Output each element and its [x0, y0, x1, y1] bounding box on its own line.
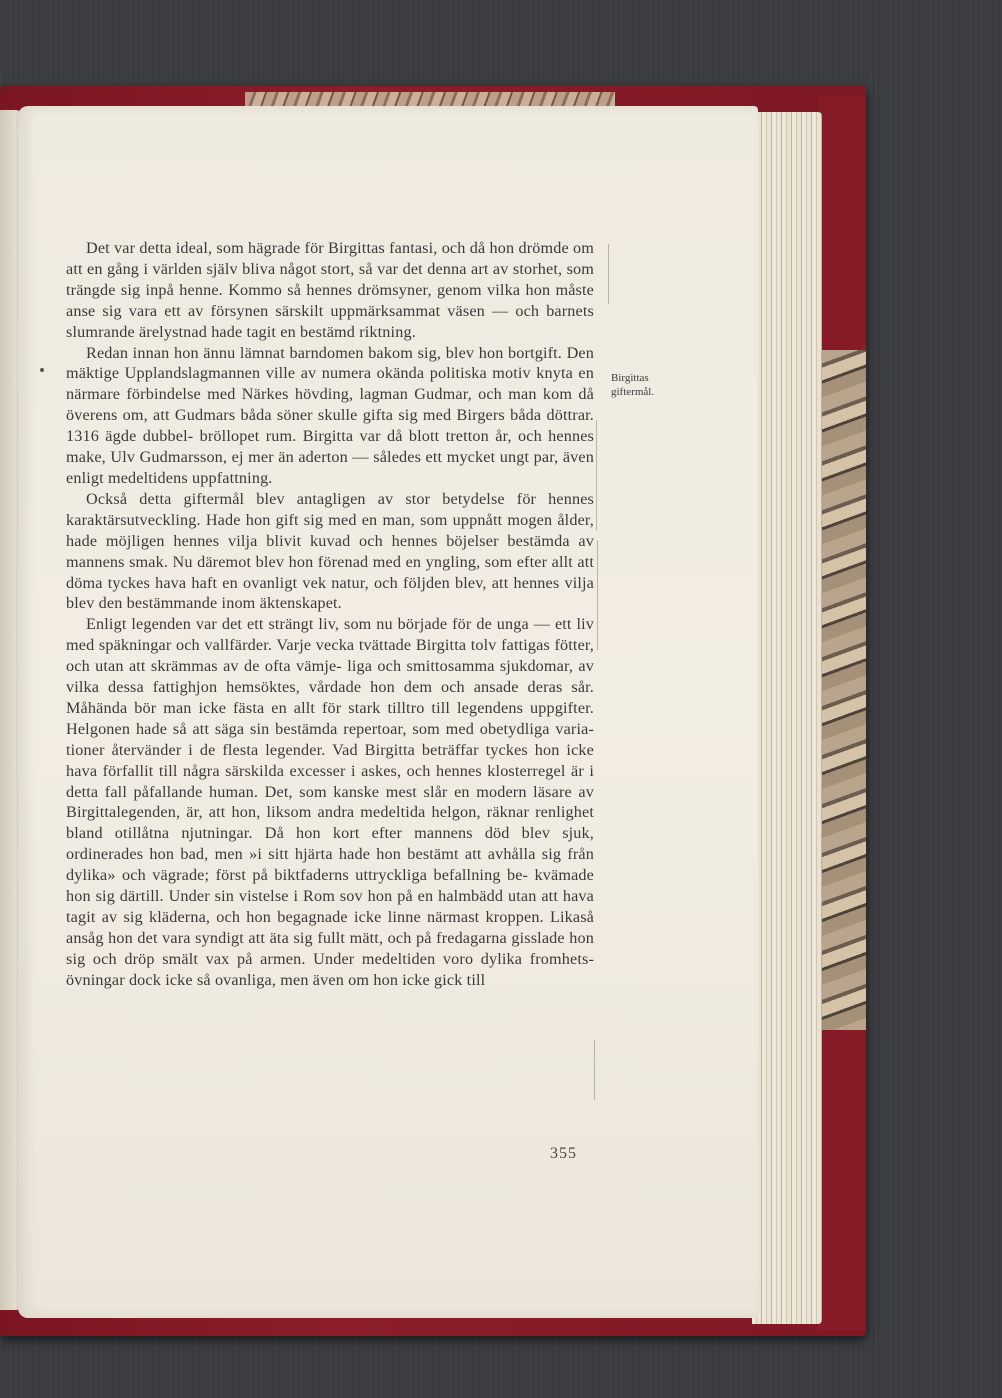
text-line: med en yngling, som efter allt att döma tyckes hava haft en ovanligt	[66, 552, 594, 592]
pencil-margin-line	[608, 244, 609, 304]
text-line: slumrande ärelystnad hade tagit en bestämd riktning.	[66, 322, 416, 341]
text-line: tioner återvänder i de flesta legender. Vad Birgitta beträffar tyckes	[66, 740, 535, 759]
text-line: bortgift. Den mäktige Upplandslagmannen ville av numera okända	[66, 343, 594, 383]
pencil-margin-line	[596, 420, 597, 530]
paragraph-4	[66, 614, 594, 990]
margin-note-line: Birgittas	[611, 372, 649, 384]
body-text	[66, 238, 594, 991]
ink-dot	[40, 368, 44, 372]
text-line: kanske mest slår en modern läsare av Birgittalegenden, är, att hon,	[66, 782, 594, 822]
text-line: smält vax på armen. Under medeltiden voro dylika fromhets-	[162, 949, 594, 968]
text-line: hennes klosterregel är i detta fall påfallande human. Det, som	[66, 761, 594, 801]
margin-note	[611, 371, 671, 399]
text-line: hade så att säga sin bestämda repertoar, som med obetydliga varia-	[135, 719, 594, 738]
text-line: kvämade hon sig därtill. Under sin vistelse i Rom sov hon på en	[66, 866, 595, 906]
page-number: 355	[550, 1145, 577, 1162]
text-line: vara ett av försynen särskilt uppmärksammat väsen — och barnets	[128, 301, 594, 320]
text-line: icke fästa en allt för stark tilltro till legendens uppgifter. Helgonen	[66, 698, 594, 738]
text-line: Birgitta tolv fattigas fötter, och utan att skrämmas av de ofta vämje-	[66, 636, 594, 676]
text-line: karaktärsutveckling. Hade hon gift sig med en man, som uppnått	[66, 510, 508, 529]
text-line: unga — ett liv med späkningar och vallfärder. Varje vecka tvättade	[66, 615, 594, 655]
margin-note-line: giftermål.	[611, 386, 655, 398]
pencil-margin-line	[594, 1040, 595, 1100]
text-line: Det var detta ideal, som hägrade för Birgittas fantasi, och	[86, 239, 470, 257]
text-line: njutningar. Då hon kort efter mannens död blev sjuk, ordinerades	[66, 824, 594, 864]
text-line: Kommo så hennes drömsyner, genom vilka hon måste anse sig	[66, 280, 594, 320]
cover-marbled-edge-right	[818, 350, 866, 1030]
paragraph-3	[66, 489, 594, 614]
cover-spine-red-bottom	[818, 1030, 866, 1330]
text-line: politiska motiv knyta en närmare förbindelse med Närkes hövding,	[66, 364, 595, 404]
text-line: Också detta giftermål blev antagligen av stor betydelse för hennes	[86, 489, 594, 508]
text-line: inom äktenskapet.	[221, 594, 342, 613]
text-line: så var det denna art av storhet, som trängde sig inpå henne.	[66, 259, 595, 299]
text-line: övningar dock icke så ovanliga, men även om hon icke gick till	[66, 970, 486, 989]
text-line: vek natur, och följden blev, att hennes vilja blev den bestämmande	[66, 573, 594, 613]
text-line: icke linne närmast kroppen. Likaså ansåg hon det vara syndigt	[66, 908, 594, 947]
text-line: lagman Gudmar, och man kom då överens om, att Gudmars båda	[66, 385, 594, 425]
text-line: halmbädd utan att hava tagit av sig kläderna, och hon begagnade	[66, 887, 594, 926]
text-line: Redan innan hon ännu lämnat barndomen bakom sig, blev hon	[86, 343, 509, 362]
text-line: liksom andra medeltida helgon, räknar renlighet bland otillåtna	[66, 803, 594, 843]
page-edges-stack	[752, 112, 822, 1324]
text-line: dylika» och vägrade; först på biktfaderns uttryckliga befallning be-	[66, 866, 529, 885]
text-line: då hon drömde om att en gång i världen själv bliva något stort,	[66, 239, 595, 278]
cover-spine-red-top	[818, 96, 866, 356]
text-line: hon icke hava förfallit till några särskilda excesser i askes, och	[66, 740, 594, 780]
pencil-margin-line	[597, 540, 598, 650]
text-line: vårdade hon dem och ansade deras sår. Måhända bör man	[66, 678, 594, 717]
paragraph-1	[66, 238, 594, 343]
text-line: Enligt legenden var det ett strängt liv, som nu började för de	[86, 615, 497, 634]
text-line: liga och smittosamma sjukdomar, av vilka dessa fattighjon hemsöktes,	[66, 657, 595, 697]
text-line: Ulv Gudmarsson, ej mer än aderton — således ett mycket ungt par,	[110, 448, 563, 467]
paragraph-2	[66, 343, 594, 489]
text-line: hon bad, men »i sitt hjärta hade hon bestämt att avhålla sig från	[149, 845, 594, 864]
text-line: söner skulle gifta sig med Birgers båda döttrar. 1316 ägde dubbel-	[66, 406, 594, 446]
text-line: att äta sig fullt mätt, och på fredagarna gisslade hon sig och dröp	[66, 928, 594, 968]
text-line: bröllopet rum. Birgitta var då blott tretton år, och hennes make,	[66, 427, 595, 467]
text-line: mogen ålder, hade möjligen hennes vilja blivit kuvad och hennes	[66, 510, 594, 550]
text-line: även enligt medeltidens uppfattning.	[66, 448, 594, 487]
text-line: böjelser bestämda av mannens smak. Nu däremot blev hon förenad	[66, 531, 594, 571]
